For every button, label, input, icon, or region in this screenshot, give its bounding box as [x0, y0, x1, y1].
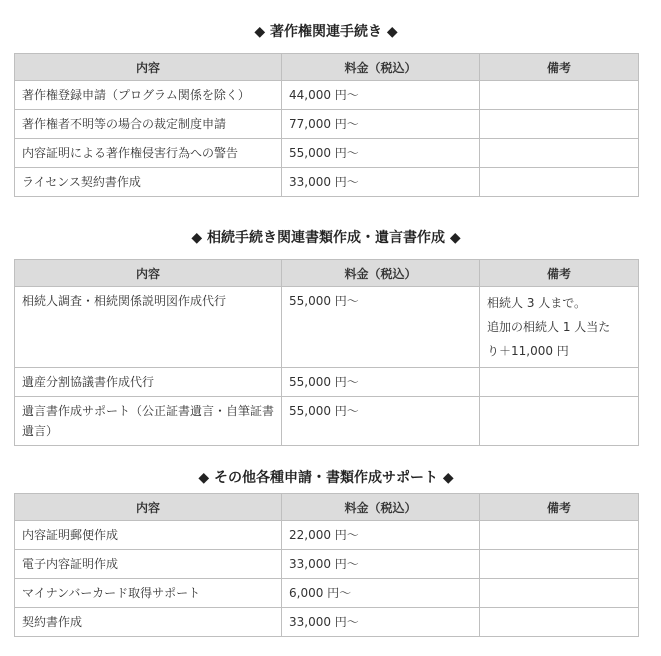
- price-table: [14, 53, 639, 197]
- table-row: [15, 81, 639, 110]
- cell-content: 内容証明による著作権侵害行為への警告: [15, 139, 282, 168]
- header-content: 内容: [15, 494, 282, 521]
- header-content: 内容: [15, 54, 282, 81]
- header-fee: 料金（税込）: [282, 260, 480, 287]
- cell-content: 契約書作成: [15, 608, 282, 637]
- cell-fee: 55,000 円～: [282, 139, 480, 168]
- cell-fee: 6,000 円～: [282, 579, 480, 608]
- section-title: ◆ 著作権関連手続き ◆: [254, 24, 398, 40]
- section-other: [14, 467, 638, 637]
- cell-note: [480, 608, 639, 637]
- cell-content: 遺言書作成サポート（公正証書遺言・自筆証書遺言）: [15, 397, 282, 446]
- table-row: [15, 368, 639, 397]
- price-table: [14, 259, 639, 446]
- section-title: ◆ 相続手続き関連書類作成・遺言書作成 ◆: [191, 230, 461, 246]
- header-note: 備考: [480, 260, 639, 287]
- cell-content: 相続人調査・相続関係説明図作成代行: [15, 287, 282, 368]
- table-row: [15, 287, 639, 368]
- cell-fee: 55,000 円～: [282, 287, 480, 368]
- cell-content: 著作権登録申請（プログラム関係を除く）: [15, 81, 282, 110]
- cell-note: [480, 168, 639, 197]
- section-copyright: [14, 21, 638, 197]
- table-header-row: [15, 260, 639, 287]
- table-row: [15, 110, 639, 139]
- cell-fee: 55,000 円～: [282, 397, 480, 446]
- note-line: 追加の相続人 1 人当た: [487, 320, 611, 334]
- cell-note: [480, 81, 639, 110]
- note-line: 相続人 3 人まで。: [487, 296, 587, 310]
- header-note: 備考: [480, 494, 639, 521]
- table-header-row: [15, 54, 639, 81]
- section-inheritance: [14, 227, 638, 446]
- header-content: 内容: [15, 260, 282, 287]
- table-row: [15, 550, 639, 579]
- cell-content: 遺産分割協議書作成代行: [15, 368, 282, 397]
- cell-note: [480, 579, 639, 608]
- table-row: [15, 168, 639, 197]
- cell-fee: 55,000 円～: [282, 368, 480, 397]
- cell-content: 著作権者不明等の場合の裁定制度申請: [15, 110, 282, 139]
- cell-fee: 33,000 円～: [282, 168, 480, 197]
- cell-fee: 33,000 円～: [282, 550, 480, 579]
- header-fee: 料金（税込）: [282, 494, 480, 521]
- price-table: [14, 493, 639, 637]
- cell-note: [480, 397, 639, 446]
- cell-note: [480, 110, 639, 139]
- cell-fee: 33,000 円～: [282, 608, 480, 637]
- cell-content: 内容証明郵便作成: [15, 521, 282, 550]
- cell-fee: 22,000 円～: [282, 521, 480, 550]
- table-row: [15, 521, 639, 550]
- note-line: り＋11,000 円: [487, 344, 569, 358]
- cell-note: [480, 287, 639, 368]
- cell-content: マイナンバーカード取得サポート: [15, 579, 282, 608]
- table-row: [15, 608, 639, 637]
- cell-content: ライセンス契約書作成: [15, 168, 282, 197]
- cell-note: [480, 550, 639, 579]
- cell-note: [480, 368, 639, 397]
- header-fee: 料金（税込）: [282, 54, 480, 81]
- table-row: [15, 139, 639, 168]
- cell-content: 電子内容証明作成: [15, 550, 282, 579]
- header-note: 備考: [480, 54, 639, 81]
- cell-fee: 44,000 円～: [282, 81, 480, 110]
- table-header-row: [15, 494, 639, 521]
- cell-fee: 77,000 円～: [282, 110, 480, 139]
- table-row: [15, 397, 639, 446]
- section-title: ◆ その他各種申請・書類作成サポート ◆: [198, 470, 454, 486]
- cell-note: [480, 521, 639, 550]
- table-row: [15, 579, 639, 608]
- cell-note: [480, 139, 639, 168]
